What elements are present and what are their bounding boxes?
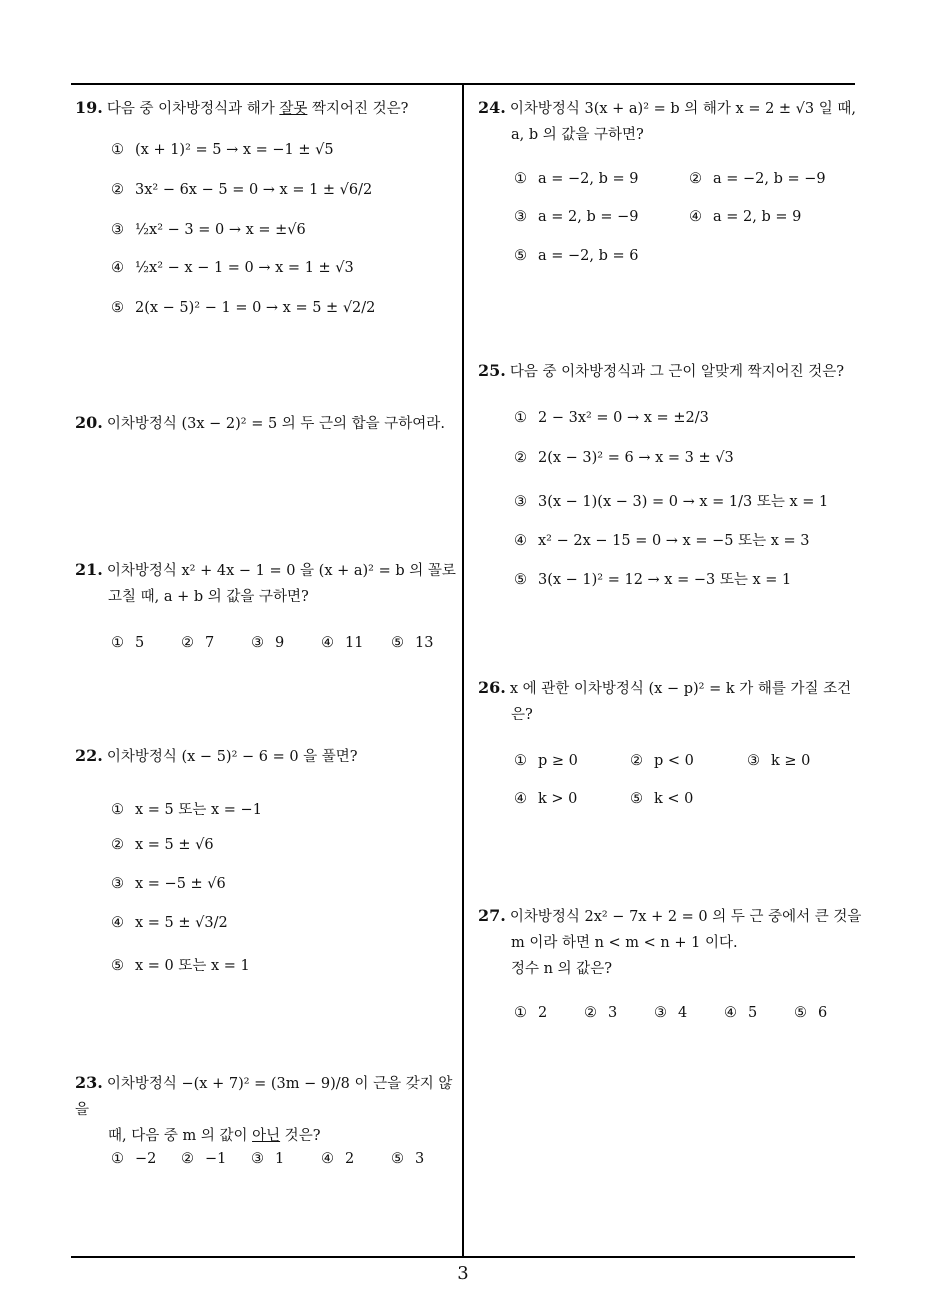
choice[interactable]: [630, 791, 693, 807]
choice-text: 7: [205, 635, 215, 651]
question-20: [75, 410, 460, 437]
choice[interactable]: [111, 876, 226, 892]
choice-text: x = −5 ± √6: [135, 876, 226, 892]
choice[interactable]: [514, 450, 734, 466]
choice-marker: ④: [321, 1151, 334, 1167]
choice[interactable]: [111, 222, 306, 238]
choice-marker: ②: [181, 1151, 194, 1167]
choice-marker: ①: [514, 171, 527, 187]
question-text: 이차방정식 −(x + 7)² = (3m − 9)/8 이 근을 갖지 않을: [75, 1076, 453, 1118]
choice-marker: ①: [111, 1151, 124, 1167]
question-26: [478, 675, 863, 728]
choice-text: 11: [345, 635, 364, 651]
choice-text: a = 2, b = 9: [713, 209, 802, 225]
choice-marker: ⑤: [514, 572, 527, 588]
choice-marker: ③: [251, 1151, 264, 1167]
question-text-line2: a, b 의 값을 구하면?: [511, 127, 644, 143]
choice[interactable]: [181, 635, 214, 651]
choice[interactable]: [654, 1005, 687, 1021]
question-22: [75, 743, 460, 770]
choice-marker: ②: [630, 753, 643, 769]
choice-text: 6: [818, 1005, 828, 1021]
choice-text: 3: [415, 1151, 425, 1167]
choice-marker: ②: [584, 1005, 597, 1021]
choice-text: 2: [345, 1151, 355, 1167]
question-number: 26.: [478, 678, 506, 697]
choice[interactable]: [111, 300, 375, 316]
choice[interactable]: [514, 791, 577, 807]
choice-text: x = 5 ± √6: [135, 837, 214, 853]
choice-text: 5: [135, 635, 145, 651]
choice-marker: ①: [111, 802, 124, 818]
bottom-rule: [71, 1256, 855, 1258]
choice-text: 2: [538, 1005, 548, 1021]
choice-text: −2: [135, 1151, 157, 1167]
choice[interactable]: [321, 635, 363, 651]
question-text: 이차방정식 3(x + a)² = b 의 해가 x = 2 ± √3 일 때,: [509, 101, 856, 117]
question-text-line2: [75, 1123, 460, 1149]
choice-marker: ②: [111, 837, 124, 853]
question-number: 27.: [478, 906, 506, 925]
choice-marker: ④: [689, 209, 702, 225]
choice-marker: ②: [514, 450, 527, 466]
question-number: 21.: [75, 560, 103, 579]
choice[interactable]: [514, 171, 638, 187]
choice[interactable]: [689, 209, 801, 225]
choice[interactable]: [391, 1151, 424, 1167]
emphasis-underline: 잘못: [279, 101, 308, 117]
choice-text: 3: [608, 1005, 618, 1021]
choice[interactable]: [111, 954, 250, 975]
choice[interactable]: [514, 753, 578, 769]
choice[interactable]: [251, 1151, 284, 1167]
question-text-line2: m 이라 하면 n < m < n + 1 이다.: [511, 935, 738, 951]
choice[interactable]: [747, 753, 810, 769]
choice-marker: ①: [514, 410, 527, 426]
question-number: 24.: [478, 98, 506, 117]
choice-text: ½x² − x − 1 = 0 → x = 1 ± √3: [135, 260, 354, 276]
choice-text: 5: [748, 1005, 758, 1021]
question-text-line2: 은?: [511, 707, 533, 723]
choice-text: a = −2, b = −9: [713, 171, 826, 187]
question-text-tail: 짝지어진 것은?: [307, 101, 409, 117]
choice-marker: ③: [251, 635, 264, 651]
question-text-part: 때, 다음 중 m 의 값이: [108, 1128, 253, 1144]
choice-text: 2(x − 5)² − 1 = 0 → x = 5 ± √2/2: [135, 300, 376, 316]
choice-marker: ③: [514, 209, 527, 225]
choice[interactable]: [111, 182, 372, 198]
page-number: 3: [457, 1263, 469, 1284]
question-21: [75, 557, 460, 610]
choice-marker: ④: [111, 260, 124, 276]
choice-marker: ④: [514, 791, 527, 807]
choice-marker: ④: [321, 635, 334, 651]
choice-marker: ①: [111, 635, 124, 651]
question-text: 이차방정식 2x² − 7x + 2 = 0 의 두 근 중에서 큰 것을: [509, 909, 862, 925]
choice[interactable]: [111, 142, 334, 158]
question-number: 22.: [75, 746, 103, 765]
question-19: [75, 95, 460, 122]
choice-text: 13: [415, 635, 434, 651]
choice-marker: ⑤: [630, 791, 643, 807]
choice-marker: ③: [654, 1005, 667, 1021]
question-24: [478, 95, 863, 148]
choice-text: p < 0: [654, 753, 694, 769]
question-23: [75, 1070, 460, 1149]
choice-marker: ③: [747, 753, 760, 769]
choice-text: 3(x − 1)(x − 3) = 0 → x = 1/3 또는 x = 1: [538, 494, 829, 510]
choice-text: x = 0 또는 x = 1: [135, 958, 250, 974]
choice-text: 1: [275, 1151, 285, 1167]
choice-text: a = −2, b = 6: [538, 248, 639, 264]
choice-text: (x + 1)² = 5 → x = −1 ± √5: [135, 142, 334, 158]
choice-text: 9: [275, 635, 285, 651]
choice[interactable]: [321, 1151, 354, 1167]
choice-marker: ①: [514, 753, 527, 769]
choice[interactable]: [391, 635, 433, 651]
choice-marker: ④: [724, 1005, 737, 1021]
choice-marker: ⑤: [391, 635, 404, 651]
choice-text: 2(x − 3)² = 6 → x = 3 ± √3: [538, 450, 734, 466]
choice-marker: ③: [514, 494, 527, 510]
choice[interactable]: [111, 915, 228, 931]
choice-marker: ③: [111, 876, 124, 892]
choice-text: 2 − 3x² = 0 → x = ±2/3: [538, 410, 709, 426]
choice-marker: ②: [111, 182, 124, 198]
choice-text: p ≥ 0: [538, 753, 578, 769]
choice-text: 3(x − 1)² = 12 → x = −3 또는 x = 1: [538, 572, 792, 588]
column-divider: [462, 83, 464, 1257]
choice-text: a = 2, b = −9: [538, 209, 639, 225]
choice-marker: ③: [111, 222, 124, 238]
choice[interactable]: [514, 568, 791, 589]
question-27: [478, 903, 863, 982]
choice[interactable]: [514, 490, 828, 511]
choice-text: k < 0: [654, 791, 694, 807]
choice-marker: ②: [689, 171, 702, 187]
choice-text: k ≥ 0: [771, 753, 811, 769]
choice-text: x² − 2x − 15 = 0 → x = −5 또는 x = 3: [538, 533, 810, 549]
choice-text: k > 0: [538, 791, 578, 807]
choice[interactable]: [514, 248, 638, 264]
question-text-line2: 고칠 때, a + b 의 값을 구하면?: [108, 589, 309, 605]
question-25: [478, 358, 863, 385]
emphasis-underline: 아닌: [252, 1128, 281, 1144]
choice[interactable]: [111, 635, 144, 651]
choice-text: x = 5 또는 x = −1: [135, 802, 262, 818]
choice[interactable]: [724, 1005, 757, 1021]
question-text: x 에 관한 이차방정식 (x − p)² = k 가 해를 가질 조건: [509, 681, 852, 697]
choice-text: a = −2, b = 9: [538, 171, 639, 187]
choice-text: 3x² − 6x − 5 = 0 → x = 1 ± √6/2: [135, 182, 373, 198]
choice[interactable]: [111, 260, 354, 276]
choice[interactable]: [689, 171, 826, 187]
question-number: 19.: [75, 98, 103, 117]
question-text: 다음 중 이차방정식과 해가: [106, 101, 280, 117]
choice-marker: ⑤: [111, 958, 124, 974]
question-number: 23.: [75, 1073, 103, 1092]
choice[interactable]: [630, 753, 694, 769]
choice[interactable]: [514, 529, 809, 550]
choice-marker: ④: [514, 533, 527, 549]
choice[interactable]: [111, 798, 262, 819]
choice[interactable]: [111, 1151, 156, 1167]
choice-marker: ⑤: [794, 1005, 807, 1021]
choice[interactable]: [514, 1005, 547, 1021]
choice-marker: ②: [181, 635, 194, 651]
choice-marker: ⑤: [391, 1151, 404, 1167]
choice[interactable]: [251, 635, 284, 651]
choice-marker: ⑤: [111, 300, 124, 316]
choice-marker: ⑤: [514, 248, 527, 264]
choice[interactable]: [794, 1005, 827, 1021]
question-text-line3: 정수 n 의 값은?: [511, 961, 612, 977]
choice-marker: ④: [111, 915, 124, 931]
question-text-part: 것은?: [280, 1128, 321, 1144]
choice[interactable]: [514, 209, 638, 225]
choice[interactable]: [514, 410, 709, 426]
choice[interactable]: [111, 837, 214, 853]
question-text: 다음 중 이차방정식과 그 근이 알맞게 짝지어진 것은?: [509, 364, 845, 380]
choice-text: ½x² − 3 = 0 → x = ±√6: [135, 222, 306, 238]
question-number: 25.: [478, 361, 506, 380]
choice[interactable]: [584, 1005, 617, 1021]
question-text: 이차방정식 (x − 5)² − 6 = 0 을 풀면?: [106, 749, 358, 765]
question-number: 20.: [75, 413, 103, 432]
question-text: 이차방정식 (3x − 2)² = 5 의 두 근의 합을 구하여라.: [106, 416, 445, 432]
choice-text: 4: [678, 1005, 688, 1021]
question-text: 이차방정식 x² + 4x − 1 = 0 을 (x + a)² = b 의 꼴로: [106, 563, 456, 579]
choice-marker: ①: [111, 142, 124, 158]
choice[interactable]: [181, 1151, 226, 1167]
choice-text: −1: [205, 1151, 227, 1167]
choice-marker: ①: [514, 1005, 527, 1021]
choice-text: x = 5 ± √3/2: [135, 915, 228, 931]
